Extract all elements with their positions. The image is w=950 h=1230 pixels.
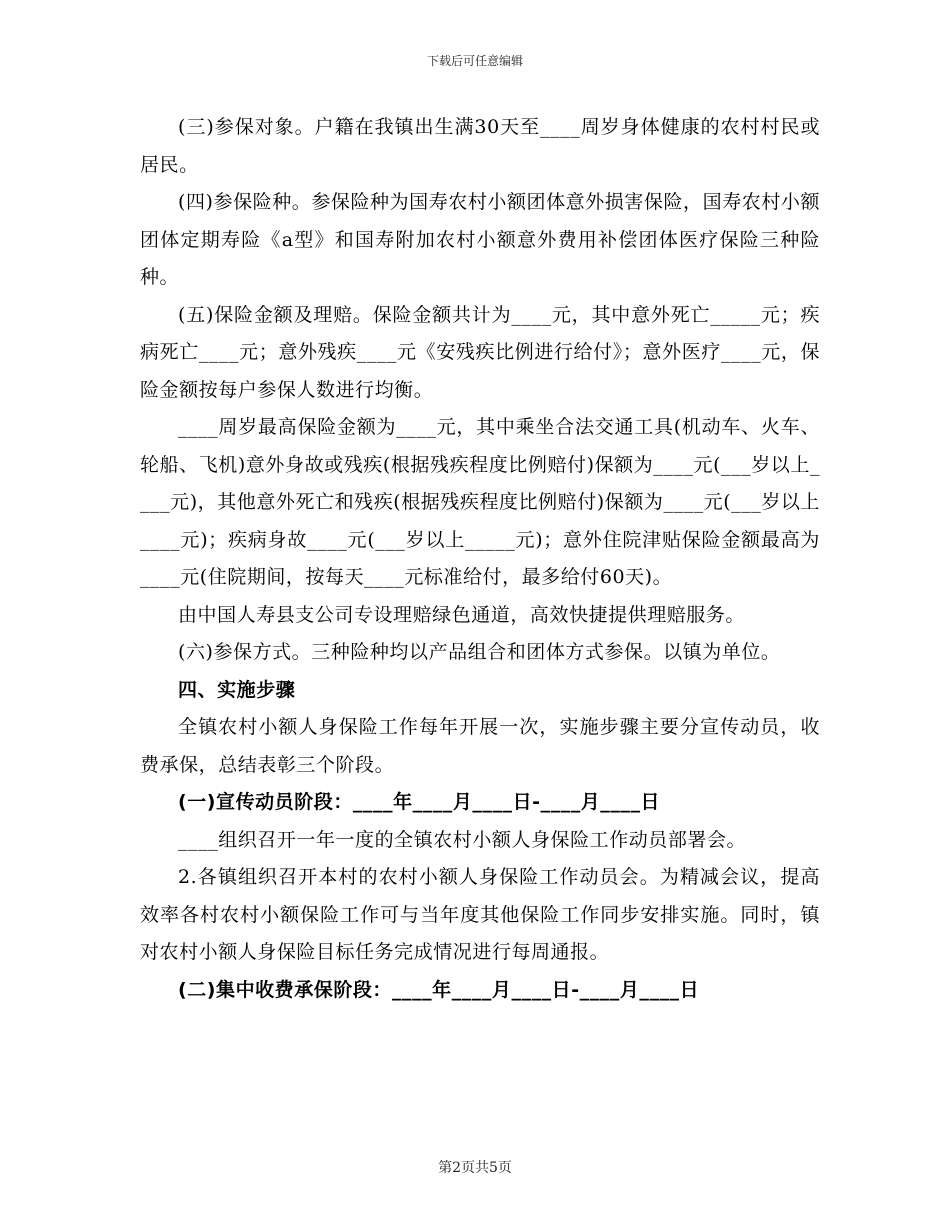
paragraph-claims-channel: 由中国人寿县支公司专设理赔绿色通道，高效快捷提供理赔服务。 (178, 603, 745, 626)
paragraph-insurance-types: (四)参保险种。参保险种为国寿农村小额团体意外损害保险，国寿农村小额团体定期寿险《a型》和国寿附加农村小额意外费用补偿团体医疗保险三种险种。 (140, 191, 820, 288)
page-header: 下载后可任意编辑 (426, 54, 523, 68)
subheading-publicity-stage: (一)宣传动员阶段：____年____月____日-____月____日 (178, 791, 661, 813)
page-number: 第2页共5页 (438, 1160, 512, 1176)
paragraph-mobilization-meeting: ____组织召开一年一度的全镇农村小额人身保险工作动员部署会。 (178, 828, 747, 851)
subheading-fee-collection-stage: (二)集中收费承保阶段：____年____月____日-____月____日 (178, 978, 700, 1001)
paragraph-max-coverage: ____周岁最高保险金额为____元，其中乘坐合法交通工具(机动车、火车、轮船、飞机)意外身故或残疾(根据残疾程度比例赔付)保额为____元(___岁以上____元)，其他意外死亡和残疾(根据残疾程度比例赔付)保额为____元(___岁以上____元)；疾病身故____元(___岁以上_____元)；意外住院津贴保险金额最高为____元(住院期间，按每天____元标准给付，最多给付60天)。 (140, 416, 820, 588)
paragraph-insured-persons: (三)参保对象。户籍在我镇出生满30天至____周岁身体健康的农村村民或居民。 (140, 116, 820, 176)
paragraph-enrollment-method: (六)参保方式。三种险种均以产品组合和团体方式参保。以镇为单位。 (178, 641, 781, 663)
paragraph-insured-amounts: (五)保险金额及理赔。保险金额共计为____元，其中意外死亡_____元；疾病死亡____元；意外残疾____元《安残疾比例进行给付》；意外医疗____元，保险金额按每户参保人数进行均衡。 (140, 303, 820, 401)
paragraph-implementation-overview: 全镇农村小额人身保险工作每年开展一次，实施步骤主要分宣传动员，收费承保，总结表彰三个阶段。 (140, 716, 820, 776)
section-heading-implementation: 四、实施步骤 (178, 678, 296, 701)
document-body (140, 109, 820, 1009)
paragraph-village-meetings: 2.各镇组织召开本村的农村小额人身保险工作动员会。为精减会议，提高效率各村农村小额保险工作可与当年度其他保险工作同步安排实施。同时，镇对农村小额人身保险目标任务完成情况进行每周通报。 (140, 866, 820, 963)
